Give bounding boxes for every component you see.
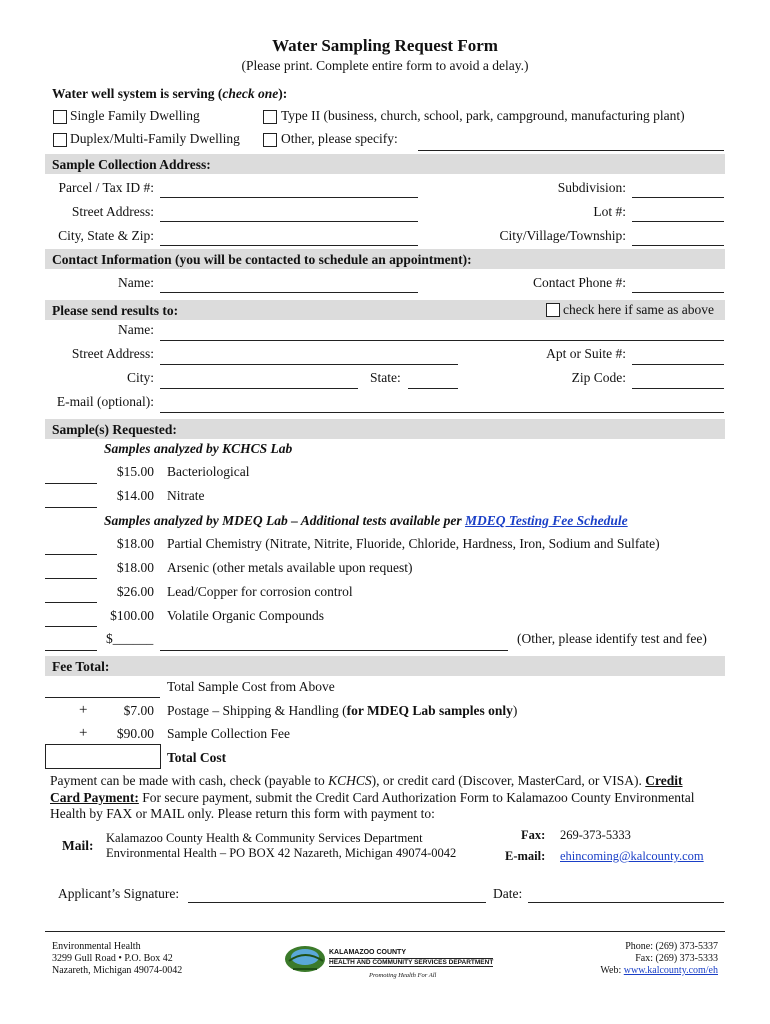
kalamazoo-county-logo <box>283 943 493 983</box>
logo-line-1: KALAMAZOO COUNTY <box>329 949 406 956</box>
form-subtitle: (Please print. Complete entire form to avoid a delay.) <box>241 58 529 73</box>
address-band: Sample Collection Address: <box>45 154 725 174</box>
other-specify-field[interactable] <box>418 150 724 151</box>
postage-price: $7.00 <box>123 703 154 718</box>
partial-chem-desc: Partial Chemistry (Nitrate, Nitrite, Fluoride, Chloride, Hardness, Iron, Sodium and Sulfate) <box>167 536 660 551</box>
mail-label: Mail: <box>62 838 94 853</box>
contact-band: Contact Information (you will be contacted to schedule an appointment): <box>45 249 725 269</box>
footer-phone: Phone: (269) 373-5337 <box>625 941 718 952</box>
payment-line-2: Card Payment: For secure payment, submit the Credit Card Authorization Form to Kalamazoo County Environmental <box>50 790 695 805</box>
footer-left-3: Nazareth, Michigan 49074-0042 <box>52 965 183 976</box>
same-as-above-label: check here if same as above <box>563 302 715 317</box>
collection-price: $90.00 <box>116 726 154 741</box>
other-checkbox[interactable] <box>263 133 277 147</box>
footer-web-link[interactable]: www.kalcounty.com/eh <box>623 965 718 976</box>
mdeq-heading: Samples analyzed by MDEQ Lab – Additional tests available per MDEQ Testing Fee Schedule <box>104 513 628 528</box>
results-state-label: State: <box>370 370 401 385</box>
parcel-label: Parcel / Tax ID #: <box>58 180 154 195</box>
serving-label: Water well system is serving (check one): <box>52 86 288 101</box>
street-field[interactable] <box>160 221 418 222</box>
nitrate-qty-field[interactable] <box>45 507 97 508</box>
type2-checkbox[interactable] <box>263 110 277 124</box>
parcel-field[interactable] <box>160 197 418 198</box>
apt-label: Apt or Suite #: <box>546 346 626 361</box>
cvt-field[interactable] <box>632 245 724 246</box>
results-street-field[interactable] <box>160 364 458 365</box>
collection-plus: + <box>79 725 88 741</box>
lead-copper-desc: Lead/Copper for corrosion control <box>167 584 353 599</box>
collection-desc: Sample Collection Fee <box>167 726 290 741</box>
mail-address-1: Kalamazoo County Health & Community Services Department <box>106 831 423 845</box>
total-from-above-field[interactable] <box>45 697 160 698</box>
results-state-field[interactable] <box>408 388 458 389</box>
bacteriological-desc: Bacteriological <box>167 464 250 479</box>
results-name-label: Name: <box>118 322 154 337</box>
total-cost-box[interactable] <box>45 744 161 769</box>
form-title: Water Sampling Request Form <box>272 36 498 55</box>
contact-phone-field[interactable] <box>632 292 724 293</box>
fax-label: Fax: <box>521 828 546 842</box>
lead-copper-price: $26.00 <box>116 584 154 599</box>
arsenic-desc: Arsenic (other metals available upon request) <box>167 560 413 575</box>
voc-price: $100.00 <box>110 608 154 623</box>
results-city-label: City: <box>126 370 154 385</box>
street-label: Street Address: <box>71 204 154 219</box>
fax-number: 269-373-5333 <box>560 828 631 842</box>
total-cost-label: Total Cost <box>167 750 227 765</box>
partial-chem-price: $18.00 <box>116 536 154 551</box>
bacteriological-qty-field[interactable] <box>45 483 97 484</box>
fee-band: Fee Total: <box>45 656 725 676</box>
results-band: Please send results to: <box>45 300 725 320</box>
applicant-signature-label: Applicant’s Signature: <box>58 886 180 901</box>
zip-field[interactable] <box>632 388 724 389</box>
email-optional-label: E-mail (optional): <box>56 394 154 409</box>
zip-label: Zip Code: <box>571 370 626 385</box>
arsenic-price: $18.00 <box>116 560 154 575</box>
partial-chem-qty-field[interactable] <box>45 554 97 555</box>
email-label: E-mail: <box>505 849 546 863</box>
footer-web: Web: www.kalcounty.com/eh <box>600 965 718 976</box>
single-family-label: Single Family Dwelling <box>70 108 200 123</box>
duplex-checkbox[interactable] <box>53 133 67 147</box>
applicant-signature-field[interactable] <box>188 902 486 903</box>
nitrate-desc: Nitrate <box>167 488 205 503</box>
footer-left-2: 3299 Gull Road • P.O. Box 42 <box>52 953 173 964</box>
postage-desc: Postage – Shipping & Handling (for MDEQ Lab samples only) <box>167 703 518 718</box>
date-field[interactable] <box>528 902 724 903</box>
duplex-label: Duplex/Multi-Family Dwelling <box>70 131 240 146</box>
results-city-field[interactable] <box>160 388 358 389</box>
logo-line-2: HEALTH AND COMMUNITY SERVICES DEPARTMENT <box>329 959 494 966</box>
lot-field[interactable] <box>632 221 724 222</box>
subdivision-field[interactable] <box>632 197 724 198</box>
voc-qty-field[interactable] <box>45 626 97 627</box>
apt-field[interactable] <box>632 364 724 365</box>
other-test-field[interactable] <box>160 650 508 651</box>
footer-left-1: Environmental Health <box>52 941 141 952</box>
email-link[interactable]: ehincoming@kalcounty.com <box>560 849 704 863</box>
lead-copper-qty-field[interactable] <box>45 602 97 603</box>
postage-plus: + <box>79 702 88 718</box>
total-from-above-label: Total Sample Cost from Above <box>167 679 335 694</box>
arsenic-qty-field[interactable] <box>45 578 97 579</box>
logo-tagline: Promoting Health For All <box>369 972 437 979</box>
other-label: Other, please specify: <box>281 131 398 146</box>
payment-line-1: Payment can be made with cash, check (payable to KCHCS), or credit card (Discover, MasterCard, or VISA). Credit <box>50 773 683 788</box>
single-family-checkbox[interactable] <box>53 110 67 124</box>
samples-band: Sample(s) Requested: <box>45 419 725 439</box>
voc-desc: Volatile Organic Compounds <box>167 608 324 623</box>
other-test-qty-field[interactable] <box>45 650 97 651</box>
lot-label: Lot #: <box>593 204 626 219</box>
same-as-above-checkbox[interactable] <box>546 303 560 317</box>
contact-name-field[interactable] <box>160 292 418 293</box>
date-label: Date: <box>493 886 523 901</box>
type2-label: Type II (business, church, school, park, campground, manufacturing plant) <box>281 108 685 123</box>
subdivision-label: Subdivision: <box>557 180 626 195</box>
mail-address-2: Environmental Health – PO BOX 42 Nazareth, Michigan 49074-0042 <box>106 846 457 860</box>
results-name-field[interactable] <box>160 340 724 341</box>
csz-label: City, State & Zip: <box>58 228 154 243</box>
results-street-label: Street Address: <box>71 346 154 361</box>
bacteriological-price: $15.00 <box>116 464 154 479</box>
cvt-label: City/Village/Township: <box>499 228 626 243</box>
mdeq-fee-schedule-link[interactable]: MDEQ Testing Fee Schedule <box>465 513 628 528</box>
contact-phone-label: Contact Phone #: <box>533 275 626 290</box>
kchcs-heading: Samples analyzed by KCHCS Lab <box>104 441 293 456</box>
footer-fax: Fax: (269) 373-5333 <box>635 953 718 964</box>
csz-field[interactable] <box>160 245 418 246</box>
county-seal-icon <box>283 943 329 977</box>
contact-name-label: Name: <box>118 275 154 290</box>
other-test-desc: (Other, please identify test and fee) <box>517 631 707 646</box>
other-test-price[interactable]: $______ <box>106 631 154 646</box>
footer-divider <box>45 931 725 932</box>
payment-line-3: Health by FAX or MAIL only. Please return this form with payment to: <box>50 806 435 821</box>
email-optional-field[interactable] <box>160 412 724 413</box>
nitrate-price: $14.00 <box>116 488 154 503</box>
